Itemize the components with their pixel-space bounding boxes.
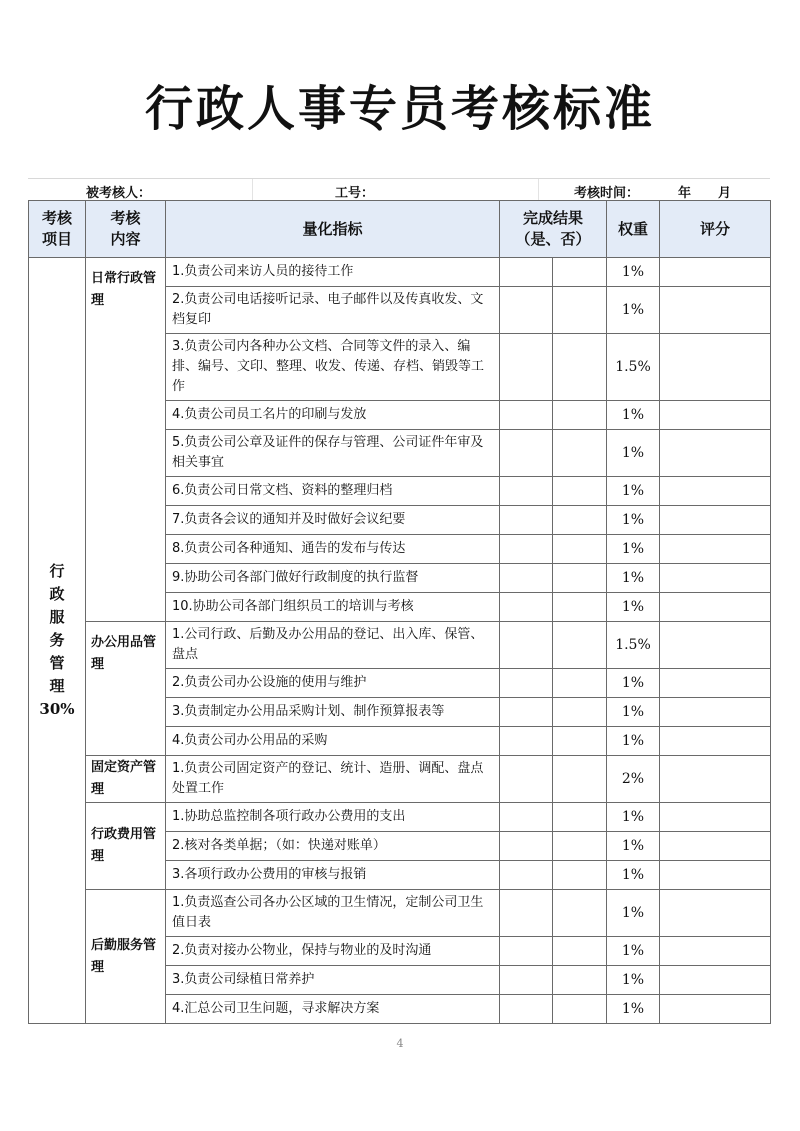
weight-value: 1% — [607, 698, 660, 727]
year-label: 年 — [678, 186, 692, 201]
indicator-text: 3.各项行政办公费用的审核与报销 — [166, 861, 500, 890]
header-content: 考核内容 — [86, 201, 166, 258]
result-yes-cell[interactable] — [500, 506, 553, 535]
category-cell — [29, 258, 86, 1024]
weight-value: 1% — [607, 937, 660, 966]
weight-value: 1% — [607, 832, 660, 861]
indicator-text: 9.协助公司各部门做好行政制度的执行监督 — [166, 564, 500, 593]
result-yes-cell[interactable] — [500, 995, 553, 1024]
weight-value: 1% — [607, 861, 660, 890]
page-number: 4 — [396, 1037, 404, 1050]
result-yes-cell[interactable] — [500, 334, 553, 401]
category-weight: 30% — [39, 700, 75, 718]
table-row — [29, 622, 771, 669]
table-row — [29, 890, 771, 937]
result-no-cell[interactable] — [553, 890, 607, 937]
indicator-text: 4.负责公司办公用品的采购 — [166, 727, 500, 756]
result-no-cell[interactable] — [553, 803, 607, 832]
header-weight: 权重 — [607, 201, 660, 258]
indicator-text: 1.负责公司固定资产的登记、统计、造册、调配、盘点处置工作 — [166, 756, 500, 803]
indicator-text: 2.负责公司电话接听记录、电子邮件以及传真收发、文档复印 — [166, 287, 500, 334]
weight-value: 2% — [607, 756, 660, 803]
result-no-cell[interactable] — [553, 832, 607, 861]
result-yes-cell[interactable] — [500, 401, 553, 430]
score-cell[interactable] — [660, 803, 771, 832]
result-yes-cell[interactable] — [500, 698, 553, 727]
indicator-text: 4.负责公司员工名片的印刷与发放 — [166, 401, 500, 430]
result-no-cell[interactable] — [553, 669, 607, 698]
weight-value: 1% — [607, 669, 660, 698]
score-cell[interactable] — [660, 966, 771, 995]
score-cell[interactable] — [660, 698, 771, 727]
result-yes-cell[interactable] — [500, 477, 553, 506]
header-result: 完成结果（是、否） — [500, 201, 607, 258]
section-assets: 固定资产管理 — [86, 756, 166, 803]
weight-value: 1% — [607, 593, 660, 622]
weight-value: 1% — [607, 727, 660, 756]
score-cell[interactable] — [660, 756, 771, 803]
indicator-text: 1.协助总监控制各项行政办公费用的支出 — [166, 803, 500, 832]
indicator-text: 10.协助公司各部门组织员工的培训与考核 — [166, 593, 500, 622]
score-cell[interactable] — [660, 258, 771, 287]
score-cell[interactable] — [660, 727, 771, 756]
job-number-label: 工号： — [335, 186, 375, 201]
result-no-cell[interactable] — [553, 506, 607, 535]
score-cell[interactable] — [660, 593, 771, 622]
result-no-cell[interactable] — [553, 401, 607, 430]
header-score: 评分 — [660, 201, 771, 258]
weight-value: 1% — [607, 287, 660, 334]
weight-value: 1% — [607, 966, 660, 995]
result-yes-cell[interactable] — [500, 287, 553, 334]
result-yes-cell[interactable] — [500, 258, 553, 287]
header-indicator: 量化指标 — [166, 201, 500, 258]
indicator-text: 2.负责对接办公物业，保持与物业的及时沟通 — [166, 937, 500, 966]
result-no-cell[interactable] — [553, 861, 607, 890]
weight-value: 1% — [607, 995, 660, 1024]
header-item: 考核项目 — [29, 201, 86, 258]
weight-value: 1% — [607, 477, 660, 506]
result-no-cell[interactable] — [553, 430, 607, 477]
result-no-cell[interactable] — [553, 995, 607, 1024]
score-cell[interactable] — [660, 477, 771, 506]
weight-value: 1% — [607, 506, 660, 535]
weight-value: 1.5% — [607, 334, 660, 401]
month-label: 月 — [718, 186, 732, 201]
indicator-text: 3.负责公司绿植日常养护 — [166, 966, 500, 995]
assessment-table — [28, 200, 771, 1024]
result-yes-cell[interactable] — [500, 756, 553, 803]
indicator-text: 2.核对各类单据；（如：快递对账单） — [166, 832, 500, 861]
result-no-cell[interactable] — [553, 966, 607, 995]
indicator-text: 1.负责公司来访人员的接待工作 — [166, 258, 500, 287]
weight-value: 1% — [607, 535, 660, 564]
result-yes-cell[interactable] — [500, 861, 553, 890]
score-cell[interactable] — [660, 287, 771, 334]
table-row — [29, 756, 771, 803]
info-divider — [252, 179, 253, 201]
result-no-cell[interactable] — [553, 258, 607, 287]
result-yes-cell[interactable] — [500, 593, 553, 622]
weight-value: 1% — [607, 401, 660, 430]
result-yes-cell[interactable] — [500, 564, 553, 593]
weight-value: 1% — [607, 890, 660, 937]
result-no-cell[interactable] — [553, 727, 607, 756]
indicator-text: 7.负责各会议的通知并及时做好会议纪要 — [166, 506, 500, 535]
result-yes-cell[interactable] — [500, 622, 553, 669]
section-logistics: 后勤服务管理 — [86, 890, 166, 1024]
category-name: 行政服务管理 — [49, 562, 65, 695]
table-row — [29, 258, 771, 287]
result-no-cell[interactable] — [553, 622, 607, 669]
result-yes-cell[interactable] — [500, 535, 553, 564]
result-yes-cell[interactable] — [500, 890, 553, 937]
score-cell[interactable] — [660, 430, 771, 477]
weight-value: 1% — [607, 430, 660, 477]
indicator-text: 4.汇总公司卫生问题，寻求解决方案 — [166, 995, 500, 1024]
table-header-row — [29, 201, 771, 258]
weight-value: 1% — [607, 803, 660, 832]
score-cell[interactable] — [660, 890, 771, 937]
result-no-cell[interactable] — [553, 334, 607, 401]
indicator-text: 5.负责公司公章及证件的保存与管理、公司证件年审及相关事宜 — [166, 430, 500, 477]
indicator-text: 2.负责公司办公设施的使用与维护 — [166, 669, 500, 698]
score-cell[interactable] — [660, 861, 771, 890]
result-no-cell[interactable] — [553, 564, 607, 593]
score-cell[interactable] — [660, 535, 771, 564]
score-cell[interactable] — [660, 832, 771, 861]
assessment-time-label: 考核时间： — [574, 186, 640, 201]
score-cell[interactable] — [660, 401, 771, 430]
score-cell[interactable] — [660, 334, 771, 401]
info-divider — [538, 179, 539, 201]
result-no-cell[interactable] — [553, 593, 607, 622]
score-cell[interactable] — [660, 622, 771, 669]
examinee-label: 被考核人： — [86, 186, 152, 201]
indicator-text: 1.公司行政、后勤及办公用品的登记、出入库、保管、盘点 — [166, 622, 500, 669]
weight-value: 1% — [607, 258, 660, 287]
result-no-cell[interactable] — [553, 937, 607, 966]
result-yes-cell[interactable] — [500, 832, 553, 861]
result-no-cell[interactable] — [553, 535, 607, 564]
result-yes-cell[interactable] — [500, 966, 553, 995]
section-office: 办公用品管理 — [86, 622, 166, 756]
document-title: 行政人事专员考核标准 — [144, 81, 655, 137]
result-no-cell[interactable] — [553, 477, 607, 506]
result-yes-cell[interactable] — [500, 669, 553, 698]
score-cell[interactable] — [660, 506, 771, 535]
result-yes-cell[interactable] — [500, 430, 553, 477]
examinee-info-bar — [28, 178, 770, 201]
score-cell[interactable] — [660, 669, 771, 698]
section-expense: 行政费用管理 — [86, 803, 166, 890]
score-cell[interactable] — [660, 937, 771, 966]
indicator-text: 6.负责公司日常文档、资料的整理归档 — [166, 477, 500, 506]
weight-value: 1.5% — [607, 622, 660, 669]
result-no-cell[interactable] — [553, 698, 607, 727]
result-yes-cell[interactable] — [500, 937, 553, 966]
indicator-text: 3.负责制定办公用品采购计划、制作预算报表等 — [166, 698, 500, 727]
result-no-cell[interactable] — [553, 287, 607, 334]
table-row — [29, 803, 771, 832]
score-cell[interactable] — [660, 564, 771, 593]
result-yes-cell[interactable] — [500, 727, 553, 756]
score-cell[interactable] — [660, 995, 771, 1024]
result-yes-cell[interactable] — [500, 803, 553, 832]
weight-value: 1% — [607, 564, 660, 593]
result-no-cell[interactable] — [553, 756, 607, 803]
indicator-text: 8.负责公司各种通知、通告的发布与传达 — [166, 535, 500, 564]
indicator-text: 1.负责巡查公司各办公区域的卫生情况，定制公司卫生值日表 — [166, 890, 500, 937]
indicator-text: 3.负责公司内各种办公文档、合同等文件的录入、编排、编号、文印、整理、收发、传递、存档、销毁等工作 — [166, 334, 500, 401]
section-daily: 日常行政管理 — [86, 258, 166, 622]
